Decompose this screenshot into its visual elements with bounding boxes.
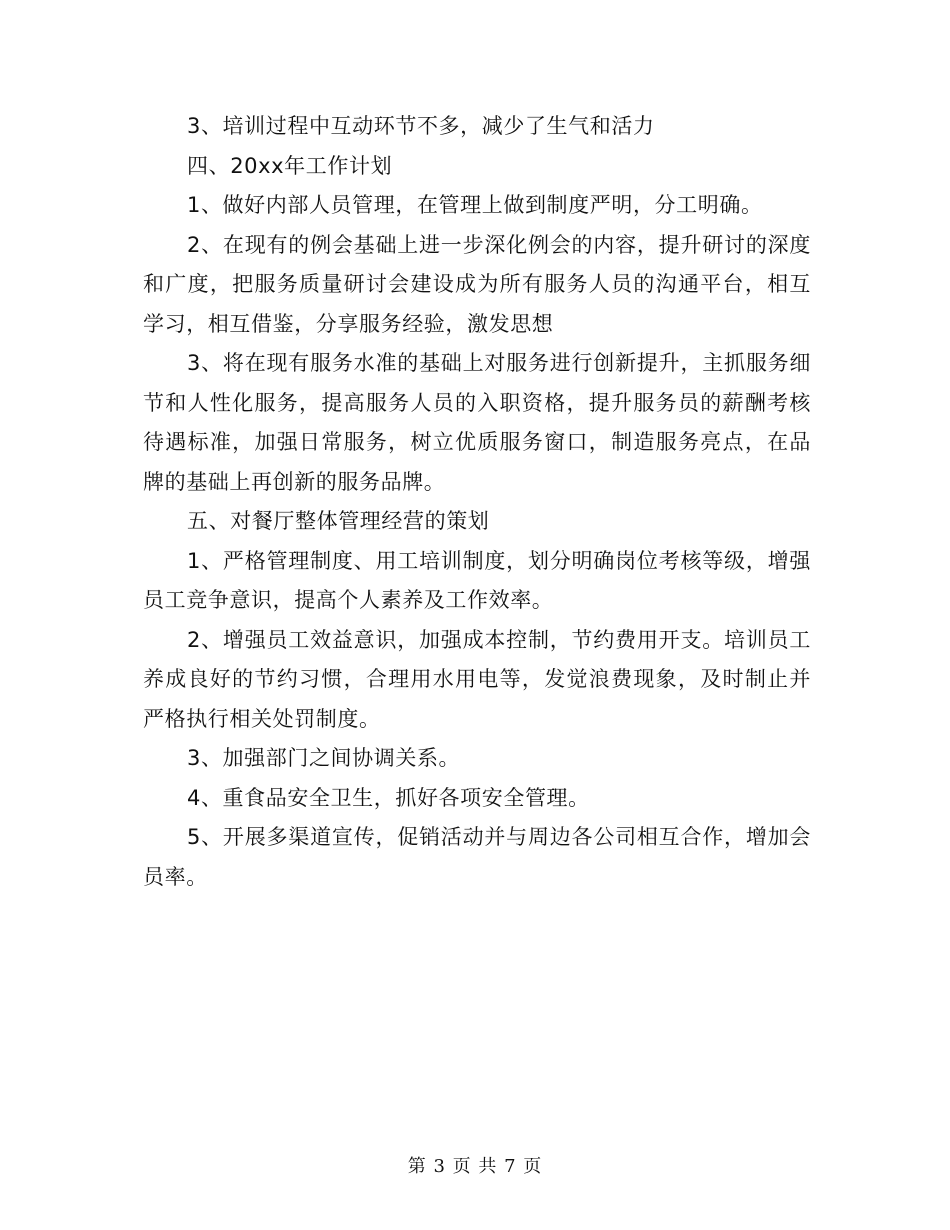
paragraph: 1、做好内部人员管理，在管理上做到制度严明，分工明确。: [187, 193, 763, 217]
paragraph: 1、严格管理制度、用工培训制度，划分明确岗位考核等级，增强员工竞争意识，提高个人素养及工作效率。: [143, 548, 811, 612]
document-body: [143, 107, 811, 897]
paragraph: 3、加强部门之间协调关系。: [187, 746, 461, 770]
paragraph: 2、增强员工效益意识，加强成本控制，节约费用开支。培训员工养成良好的节约习惯，合理用水用电等，发觉浪费现象，及时制止并严格执行相关处罚制度。: [143, 627, 811, 731]
page-footer: [0, 1152, 950, 1178]
section-heading: 五、对餐厅整体管理经营的策划: [187, 509, 490, 533]
paragraph: 2、在现有的例会基础上进一步深化例会的内容，提升研讨的深度和广度，把服务质量研讨会建设成为所有服务人员的沟通平台，相互学习，相互借鉴，分享服务经验，激发思想: [143, 232, 811, 336]
paragraph: 3、将在现有服务水准的基础上对服务进行创新提升，主抓服务细节和人性化服务，提高服务人员的入职资格，提升服务员的薪酬考核待遇标准，加强日常服务，树立优质服务窗口，制造服务亮点，在品牌的基础上再创新的服务品牌。: [143, 351, 811, 494]
paragraph: 5、开展多渠道宣传，促销活动并与周边各公司相互合作，增加会员率。: [143, 825, 811, 889]
paragraph: 4、重食品安全卫生，抓好各项安全管理。: [187, 785, 590, 810]
page-number: 第 3 页 共 7 页: [407, 1156, 543, 1177]
section-heading: 四、20xx年工作计划: [187, 153, 393, 178]
paragraph: 3、培训过程中互动环节不多，减少了生气和活力: [187, 114, 655, 138]
